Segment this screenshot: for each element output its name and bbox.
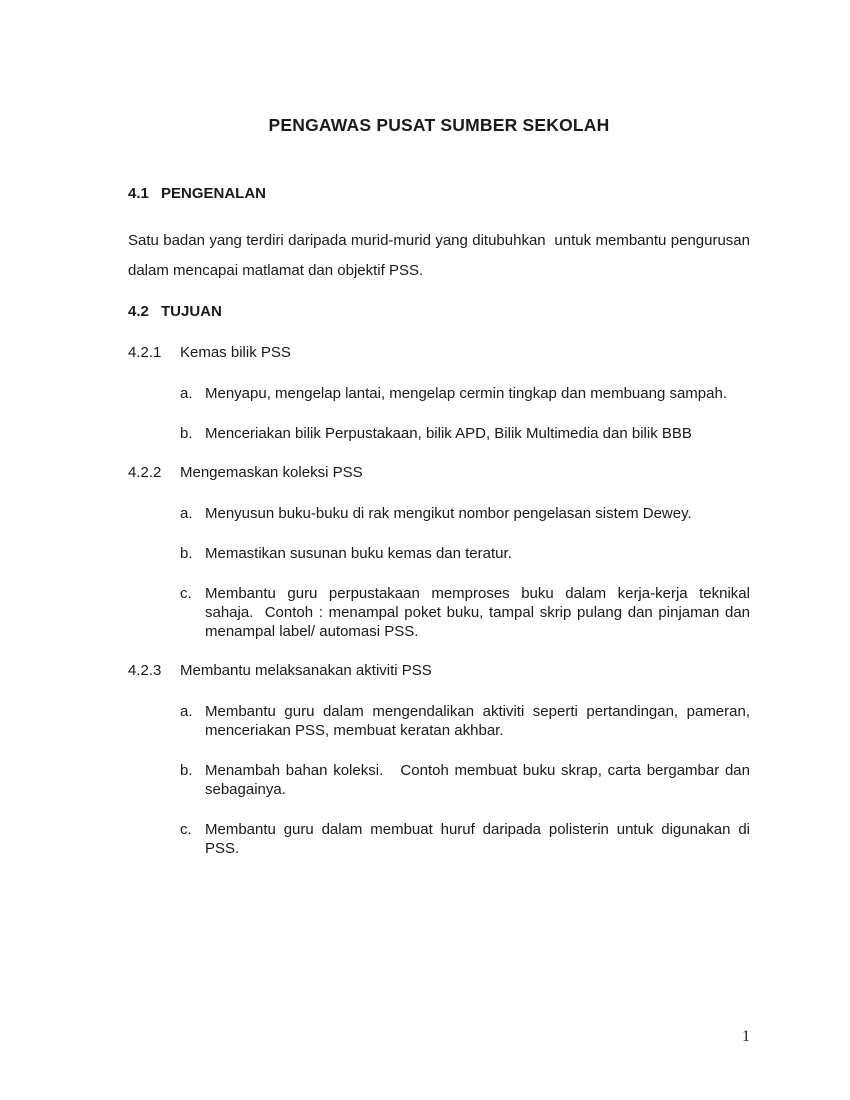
list-item <box>180 584 750 641</box>
item-label: a. <box>180 385 193 402</box>
item-text: Menyusun buku-buku di rak mengikut nombor pengelasan sistem Dewey. <box>205 505 692 522</box>
subsection-title: Kemas bilik PSS <box>180 344 291 361</box>
item-text: Menyapu, mengelap lantai, mengelap cermin tingkap dan membuang sampah. <box>205 385 727 402</box>
section-number: 4.2 <box>128 303 149 320</box>
section-number: 4.1 <box>128 185 149 202</box>
item-text: Menceriakan bilik Perpustakaan, bilik APD, Bilik Multimedia dan bilik BBB <box>205 425 692 442</box>
subsection-number: 4.2.3 <box>128 662 162 679</box>
item-label: b. <box>180 545 193 562</box>
item-text: Memastikan susunan buku kemas dan teratur. <box>205 545 512 562</box>
section-heading-4-1 <box>128 185 750 202</box>
item-label: b. <box>180 762 193 779</box>
page-number: 1 <box>742 1028 750 1045</box>
list-item <box>180 702 750 740</box>
subsection-heading <box>128 344 750 361</box>
subsection-heading <box>128 662 750 679</box>
list-item <box>180 384 750 403</box>
item-label: a. <box>180 703 193 720</box>
item-label: c. <box>180 821 192 838</box>
section-title: PENGENALAN <box>161 185 267 202</box>
intro-paragraph: Satu badan yang terdiri daripada murid-murid yang ditubuhkan untuk membantu pengurusan dalam mencapai matlamat dan objektif PSS. <box>128 232 750 279</box>
item-text: Membantu guru dalam membuat huruf daripada polisterin untuk digunakan di PSS. <box>205 821 750 857</box>
subsection-4-2-3 <box>128 662 750 858</box>
page-title: PENGAWAS PUSAT SUMBER SEKOLAH <box>268 115 610 135</box>
list-item <box>180 544 750 563</box>
subsection-title: Membantu melaksanakan aktiviti PSS <box>180 662 432 679</box>
item-text: Menambah bahan koleksi. Contoh membuat buku skrap, carta bergambar dan sebagainya. <box>205 762 750 798</box>
item-text: Membantu guru dalam mengendalikan aktiviti seperti pertandingan, pameran, menceriakan PSS, membuat keratan akhbar. <box>205 703 750 739</box>
subsection-number: 4.2.1 <box>128 344 162 361</box>
section-title: TUJUAN <box>161 303 222 320</box>
list-item <box>180 820 750 858</box>
item-label: a. <box>180 505 193 522</box>
list-item <box>180 761 750 799</box>
subsection-heading <box>128 464 750 481</box>
list-item <box>180 424 750 443</box>
item-label: b. <box>180 425 193 442</box>
subsection-4-2-2 <box>128 464 750 641</box>
subsection-4-2-1 <box>128 344 750 443</box>
section-heading-4-2 <box>128 303 750 320</box>
item-label: c. <box>180 585 192 602</box>
subsection-title: Mengemaskan koleksi PSS <box>180 464 363 481</box>
list-item <box>180 504 750 523</box>
subsection-number: 4.2.2 <box>128 464 162 481</box>
item-text: Membantu guru perpustakaan memproses buku dalam kerja-kerja teknikal sahaja. Contoh : menampal poket buku, tampal skrip pulang dan pinjaman dan menampal label/ automasi PSS. <box>205 585 750 640</box>
